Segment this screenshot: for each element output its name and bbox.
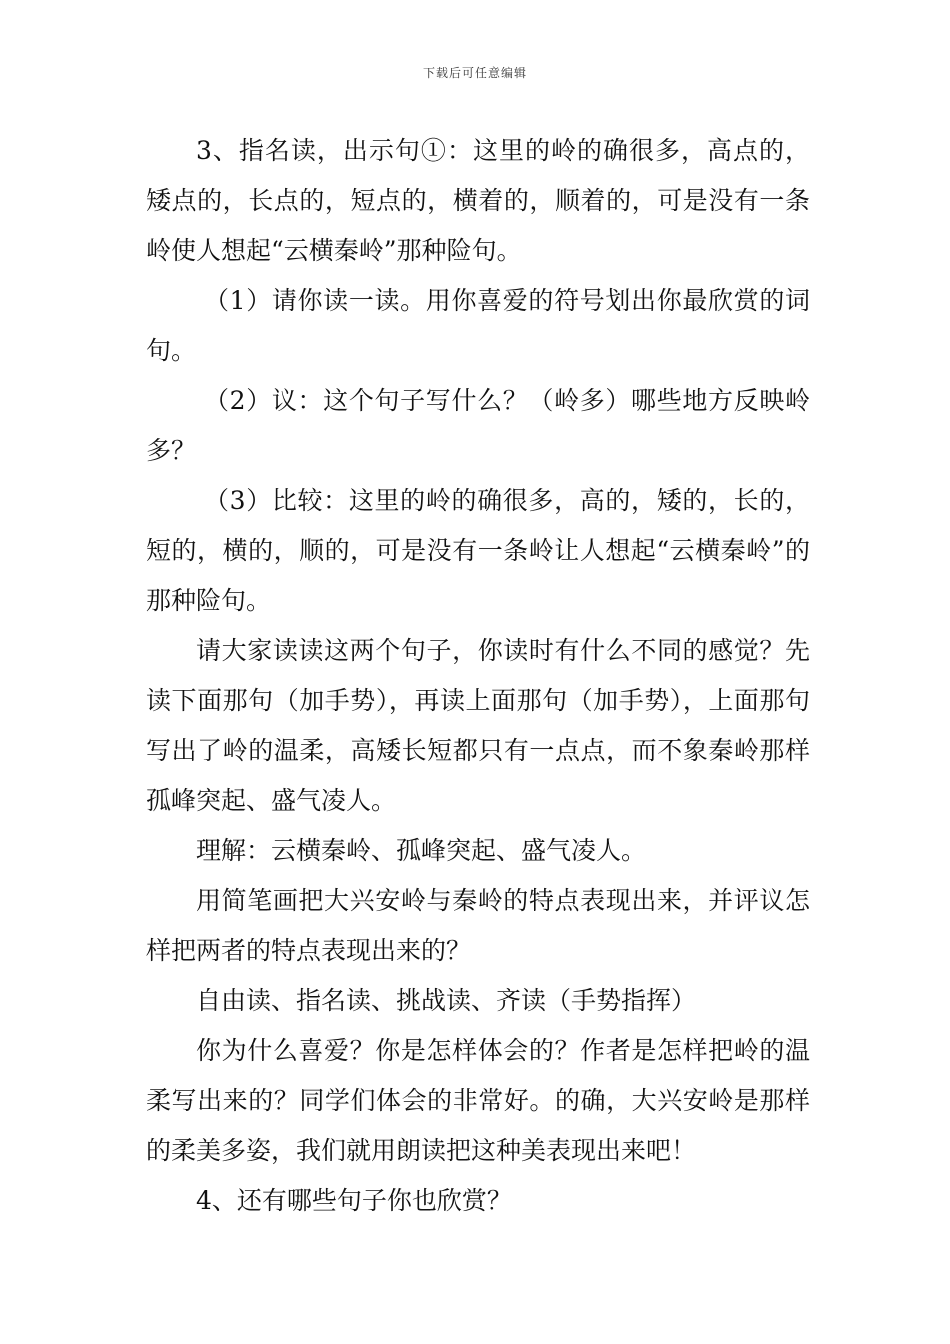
paragraph-step-3: 3、指名读，出示句①：这里的岭的确很多，高点的，矮点的，长点的，短点的，横着的，顺着的，可是没有一条岭使人想起“云横秦岭”那种险句。 (146, 136, 810, 265)
paragraph-reading: 自由读、指名读、挑战读、齐读（手势指挥） (196, 986, 697, 1015)
paragraph-sub-2: （2）议：这个句子写什么？（岭多）哪些地方反映岭多？ (146, 386, 810, 465)
paragraph-question: 你为什么喜爱？你是怎样体会的？作者是怎样把岭的温柔写出来的？同学们体会的非常好。的确，大兴安岭是那样的柔美多姿，我们就用朗读把这种美表现出来吧！ (146, 1036, 810, 1165)
paragraph-sub-3: （3）比较：这里的岭的确很多，高的，矮的，长的，短的，横的，顺的，可是没有一条岭让人想起“云横秦岭”的那种险句。 (146, 486, 810, 615)
paragraph-understand: 理解：云横秦岭、孤峰突起、盛气凌人。 (196, 836, 647, 865)
paragraph-step-4: 4、还有哪些句子你也欣赏？ (196, 1186, 512, 1215)
paragraph-drawing: 用简笔画把大兴安岭与秦岭的特点表现出来，并评议怎样把两者的特点表现出来的？ (146, 886, 810, 965)
document-body (146, 126, 810, 1226)
paragraph-sub-1: （1）请你读一读。用你喜爱的符号划出你最欣赏的词句。 (146, 286, 810, 365)
page-header: 下载后可任意编辑 (422, 66, 527, 80)
paragraph-compare: 请大家读读这两个句子，你读时有什么不同的感觉？先读下面那句（加手势），再读上面那句（加手势），上面那句写出了岭的温柔，高矮长短都只有一点点，而不象秦岭那样孤峰突起、盛气凌人。 (146, 636, 810, 815)
